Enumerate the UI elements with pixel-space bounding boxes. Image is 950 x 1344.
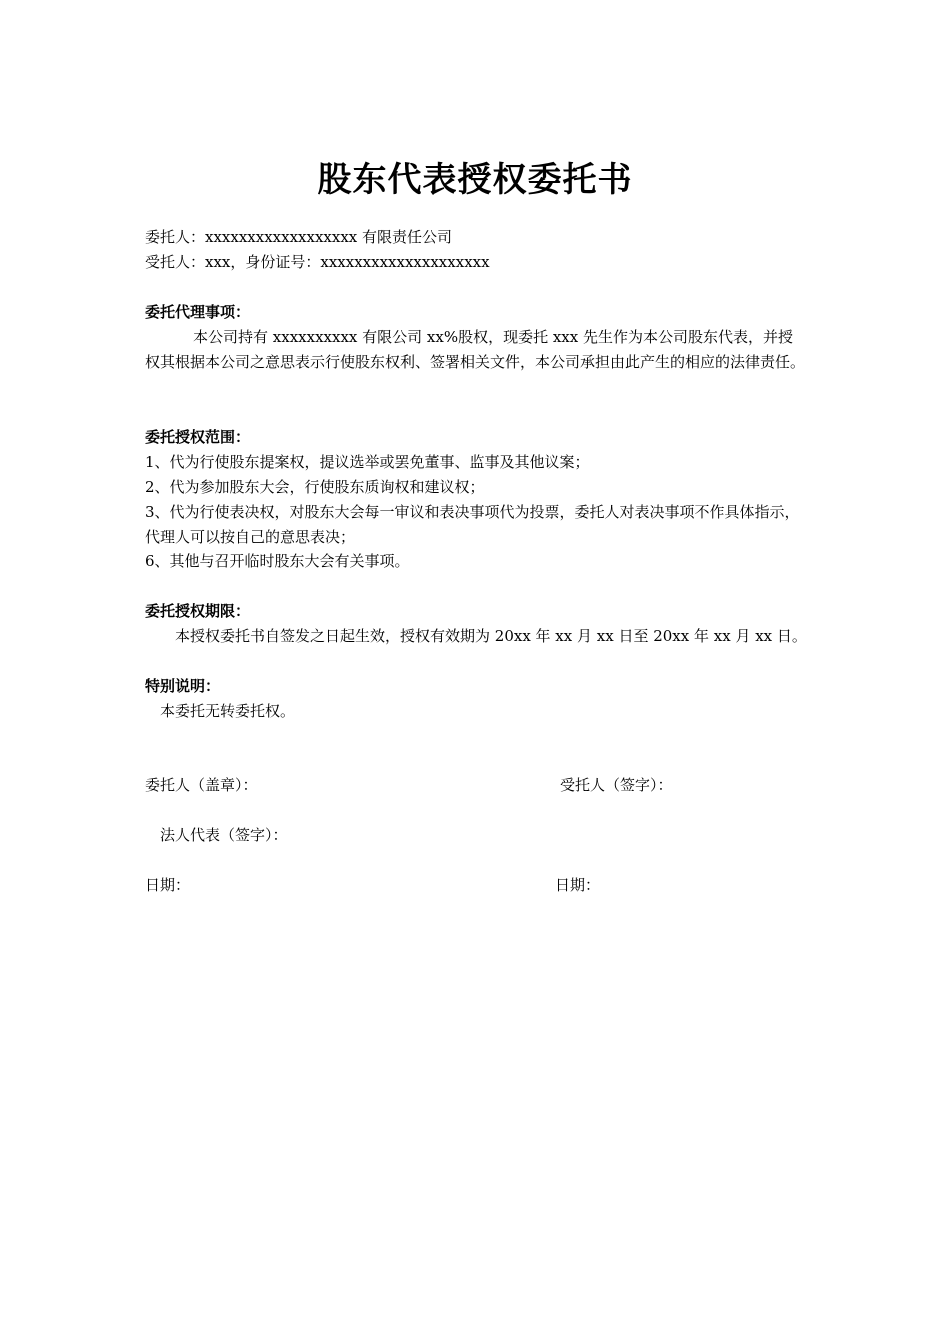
agent-sign-label: 受托人（签字）： (560, 776, 673, 794)
document-title: 股东代表授权委托书 (317, 160, 633, 200)
special-text: 本委托无转委托权。 (160, 702, 296, 720)
principal-line: 委托人：xxxxxxxxxxxxxxxxxx 有限责任公司 (145, 228, 453, 246)
principal-seal-label: 委托人（盖章）： (145, 776, 258, 794)
legal-rep-label: 法人代表（签字）： (160, 826, 288, 844)
matter-text: 本公司持有 xxxxxxxxxx 有限公司 xx%股权，现委托 xxx 先生作为本公司股东代表，并授权其根据本公司之意思表示行使股东权利、签署相关文件，本公司承担由此产生的相应的法律责任。 (145, 328, 806, 371)
term-text: 本授权委托书自签发之日起生效，授权有效期为 20xx 年 xx 月 xx 日至 20xx 年 xx 月 xx 日。 (175, 627, 807, 645)
scope-item-4: 6、其他与召开临时股东大会有关事项。 (145, 552, 410, 570)
scope-item-2: 2、代为参加股东大会，行使股东质询权和建议权； (145, 478, 485, 496)
scope-item-1: 1、代为行使股东提案权，提议选举或罢免董事、监事及其他议案； (145, 453, 590, 471)
date-left-label: 日期： (145, 876, 191, 894)
scope-item-3: 3、代为行使表决权，对股东大会每一审议和表决事项代为投票，委托人对表决事项不作具体指示，代理人可以按自己的意思表决； (145, 503, 800, 546)
agent-line: 受托人：xxx，身份证号：xxxxxxxxxxxxxxxxxxxx (145, 253, 490, 271)
special-heading: 特别说明： (145, 677, 221, 695)
scope-heading: 委托授权范围： (145, 428, 251, 446)
matter-heading: 委托代理事项： (145, 303, 251, 321)
date-right-label: 日期： (555, 876, 601, 894)
term-heading: 委托授权期限： (145, 602, 251, 620)
